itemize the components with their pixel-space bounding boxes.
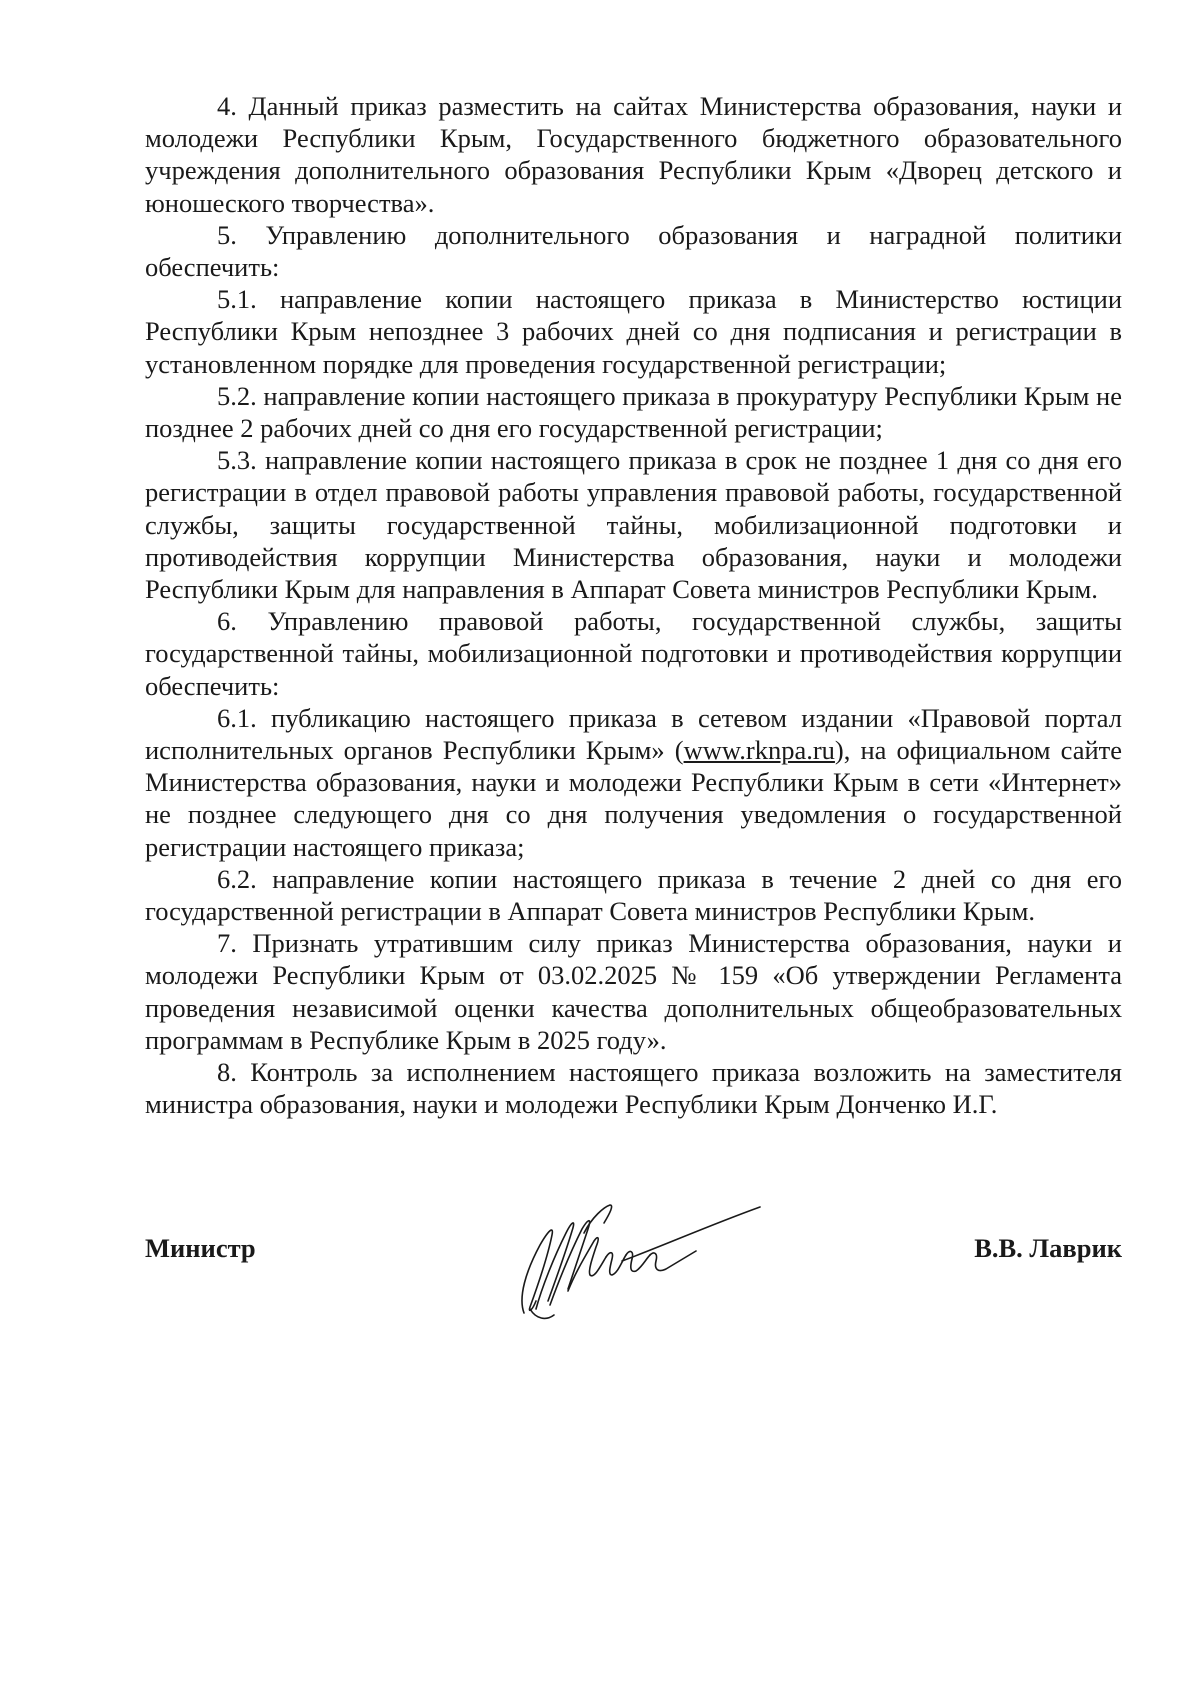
document-body — [145, 90, 1122, 1121]
paragraph-6-1-text-after: ), на официальном сайте Министерства образования, науки и молодежи Республики Крым в сети «Интернет» не позднее следующего дня со дня получения уведомления о государственной регистрации настоящего приказа; — [145, 735, 1123, 862]
paragraph-8: 8. Контроль за исполнением настоящего приказа возложить на заместителя министра образования, науки и молодежи Республики Крым Донченко И.Г. — [145, 1057, 1122, 1120]
paragraph-6-2: 6.2. направление копии настоящего приказа в течение 2 дней со дня его государственной регистрации в Аппарат Совета министров Республики Крым. — [145, 863, 1122, 927]
rknpa-link[interactable]: www.rknpa.ru — [683, 735, 835, 766]
signatory-title: Министр — [145, 1233, 256, 1263]
signatory-name: В.В. Лаврик — [974, 1233, 1122, 1263]
paragraph-5-1: 5.1. направление копии настоящего приказа в Министерство юстиции Республики Крым непозднее 3 рабочих дней со дня подписания и регистрации в установленном порядке для проведения государственной регистрации; — [145, 284, 1122, 379]
paragraph-7: 7. Признать утратившим силу приказ Министерства образования, науки и молодежи Республики Крым от 03.02.2025 № 159 «Об утверждении Регламента проведения независимой оценки качества дополнительных общеобразовательных программам в Республике Крым в 2025 году». — [145, 928, 1122, 1055]
paragraph-5-2: 5.2. направление копии настоящего приказа в прокуратуру Республики Крым не позднее 2 рабочих дней со дня его государственной регистрации; — [145, 380, 1122, 444]
paragraph-5-3: 5.3. направление копии настоящего приказа в срок не позднее 1 дня со дня его регистрации в отдел правовой работы управления правовой работы, государственной службы, защиты государственной тайны, мобилизационной подготовки и противодействия коррупции Министерства образования, науки и молодежи Республики Крым для направления в Аппарат Совета министров Республики Крым. — [145, 445, 1122, 605]
paragraph-6-1 — [145, 702, 1122, 863]
paragraph-6-1-text-before: 6.1. публикацию настоящего приказа в сетевом издании «Правовой портал исполнительных органов Республики Крым» ( — [145, 702, 1122, 766]
paragraph-5: 5. Управлению дополнительного образования и наградной политики обеспечить: — [145, 219, 1122, 283]
signature-block — [145, 1205, 1122, 1325]
handwritten-signature — [510, 1201, 770, 1326]
paragraph-4: 4. Данный приказ разместить на сайтах Министерства образования, науки и молодежи Республики Крым, Государственного бюджетного образовательного учреждения дополнительного образования Республики Крым «Дворец детского и юношеского творчества». — [145, 91, 1122, 218]
paragraph-6: 6. Управлению правовой работы, государственной службы, защиты государственной тайны, мобилизационной подготовки и противодействия коррупции обеспечить: — [145, 606, 1122, 701]
